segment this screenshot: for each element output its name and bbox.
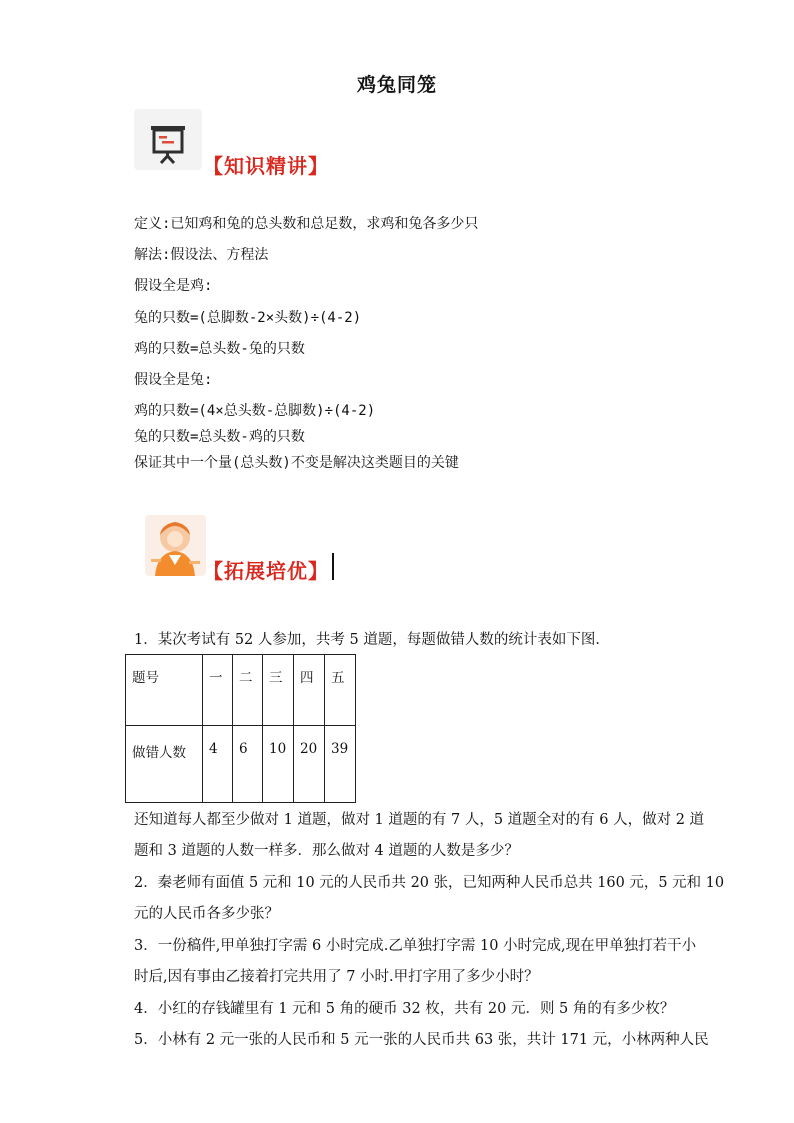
teacher-avatar-icon — [145, 515, 206, 576]
knowledge-line: 保证其中一个量(总头数)不变是解决这类题目的关键 — [134, 455, 459, 471]
table-cell: 三 — [263, 655, 294, 726]
problem-line: 元的人民币各多少张？ — [134, 906, 279, 922]
table-cell: 四 — [294, 655, 325, 726]
problem-line: 题和 3 道题的人数一样多．那么做对 4 道题的人数是多少？ — [134, 843, 519, 859]
table-cell: 做错人数 — [126, 726, 203, 803]
problem-1-intro: 1．某次考试有 52 人参加，共考 5 道题，每题做错人数的统计表如下图． — [134, 632, 610, 648]
knowledge-line: 兔的只数=(总脚数-2×头数)÷(4-2) — [134, 310, 362, 326]
error-count-table — [125, 654, 356, 803]
table-cell: 题号 — [126, 655, 203, 726]
table-row — [126, 726, 356, 803]
extension-heading: 【拓展培优】 — [203, 559, 329, 583]
knowledge-heading: 【知识精讲】 — [203, 154, 329, 178]
knowledge-line: 假设全是鸡: — [134, 278, 213, 294]
problem-line: 5．小林有 2 元一张的人民币和 5 元一张的人民币共 63 张，共计 171 元，小林两种人民 — [134, 1032, 709, 1048]
problem-line: 4．小红的存钱罐里有 1 元和 5 角的硬币 32 枚，共有 20 元．则 5 角的有多少枚？ — [134, 1001, 675, 1017]
problem-line: 2．秦老师有面值 5 元和 10 元的人民币共 20 张，已知两种人民币总共 160 元，5 元和 10 — [134, 875, 725, 891]
table-cell: 10 — [263, 726, 294, 803]
page-title: 鸡兔同笼 — [356, 74, 437, 96]
presentation-board-icon — [134, 109, 202, 170]
knowledge-line: 鸡的只数=(4×总头数-总脚数)÷(4-2) — [134, 403, 376, 419]
knowledge-line: 解法:假设法、方程法 — [134, 247, 269, 263]
knowledge-line: 鸡的只数=总头数-兔的只数 — [134, 341, 305, 357]
problem-line: 还知道每人都至少做对 1 道题，做对 1 道题的有 7 人，5 道题全对的有 6 人，做对 2 道 — [134, 812, 705, 828]
knowledge-line: 定义:已知鸡和兔的总头数和总足数，求鸡和兔各多少只 — [134, 216, 479, 232]
problem-line: 时后,因有事由乙接着打完共用了 7 小时.甲打字用了多少小时？ — [134, 969, 539, 985]
table-cell: 二 — [233, 655, 263, 726]
table-cell: 五 — [325, 655, 356, 726]
knowledge-line: 假设全是兔: — [134, 372, 213, 388]
table-cell: 20 — [294, 726, 325, 803]
table-cell: 4 — [203, 726, 233, 803]
table-cell: 6 — [233, 726, 263, 803]
table-row — [126, 655, 356, 726]
table-cell: 39 — [325, 726, 356, 803]
text-cursor — [332, 553, 334, 580]
knowledge-line: 兔的只数=总头数-鸡的只数 — [134, 429, 305, 445]
problem-line: 3．一份稿件,甲单独打字需 6 小时完成.乙单独打字需 10 小时完成,现在甲单独打若干小 — [134, 938, 697, 954]
table-cell: 一 — [203, 655, 233, 726]
